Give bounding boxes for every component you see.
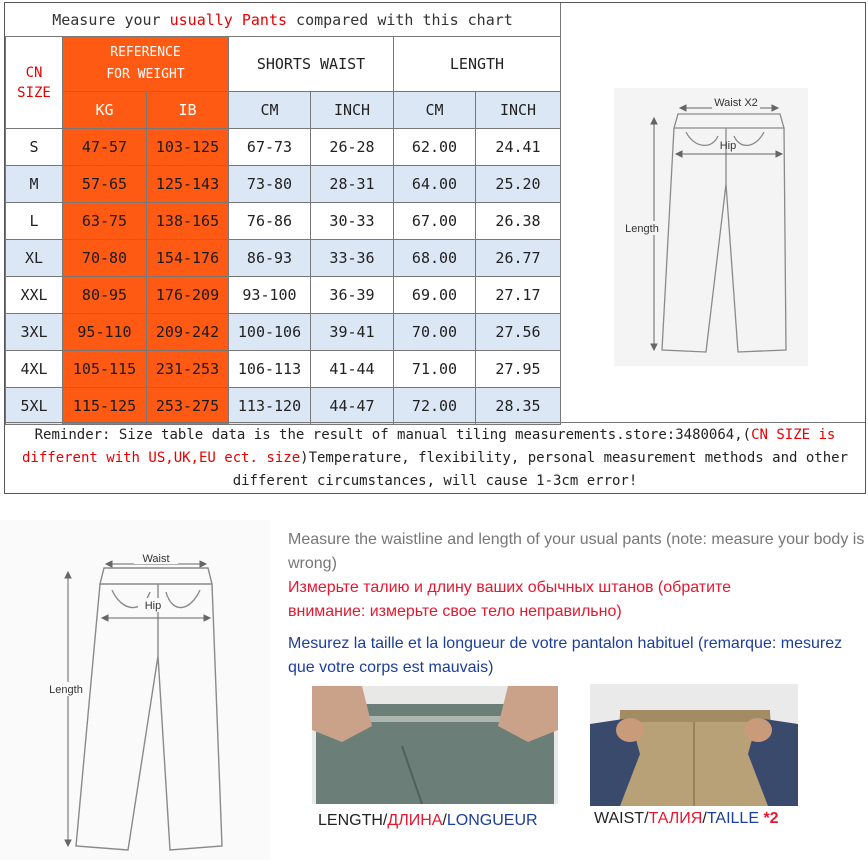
table-row (6, 240, 561, 277)
cell-size: XXL (6, 277, 63, 314)
cell-ib: 209-242 (147, 314, 229, 351)
diagram-top-waist-label: Waist X2 (714, 97, 758, 109)
reminder-tail: )Temperature, flexibility, personal measurement methods and other different circumstances, will cause 1-3cm error! (232, 450, 849, 489)
photo-measure-length (312, 686, 558, 804)
cell-length-inch: 26.77 (476, 240, 561, 277)
table-row (6, 129, 561, 166)
cell-ib: 125-143 (147, 166, 229, 203)
cell-length-cm: 67.00 (394, 203, 476, 240)
cell-size: S (6, 129, 63, 166)
table-row (6, 388, 561, 425)
cell-size: 4XL (6, 351, 63, 388)
header-length-cm: CM (394, 92, 476, 129)
cell-waist-cm: 100-106 (229, 314, 311, 351)
diagram-bottom-length-label: Length (49, 684, 83, 696)
cell-size: 5XL (6, 388, 63, 425)
chart-title (5, 3, 561, 37)
table-row (6, 314, 561, 351)
cell-size: XL (6, 240, 63, 277)
cell-ib: 103-125 (147, 129, 229, 166)
header-length-inch: INCH (476, 92, 561, 129)
photo-length-illustration (312, 686, 558, 804)
reminder-text: Reminder: Size table data is the result of manual tiling measurements.store:3480064,( (34, 427, 752, 443)
cell-kg: 80-95 (63, 277, 147, 314)
cell-kg: 57-65 (63, 166, 147, 203)
cell-waist-cm: 86-93 (229, 240, 311, 277)
instruction-french: Mesurez la taille et la longueur de votre pantalon habituel (remarque: mesurez que votre corps est mauvais) (288, 635, 843, 676)
caption-length-ru: ДЛИНА (387, 812, 443, 829)
cell-kg: 105-115 (63, 351, 147, 388)
cell-kg: 70-80 (63, 240, 147, 277)
pants-diagram-bottom (0, 520, 270, 860)
caption-length: LENGTH/ДЛИНА/LONGUEUR (318, 812, 538, 829)
cell-length-cm: 71.00 (394, 351, 476, 388)
header-cn-size: CN SIZE (6, 37, 63, 129)
diagram-top-length-label: Length (625, 223, 659, 235)
caption-length-en: LENGTH (318, 812, 383, 829)
header-kg: KG (63, 92, 147, 129)
cell-waist-inch: 30-33 (311, 203, 394, 240)
cell-length-inch: 26.38 (476, 203, 561, 240)
header-waist-cm: CM (229, 92, 311, 129)
caption-waist-multiplier: *2 (763, 810, 779, 827)
header-waist-inch: INCH (311, 92, 394, 129)
cell-waist-inch: 41-44 (311, 351, 394, 388)
cell-waist-inch: 26-28 (311, 129, 394, 166)
caption-waist: WAIST/ТАЛИЯ/TAILLE *2 (594, 810, 779, 827)
chart-title-suffix: compared with this chart (296, 11, 513, 29)
cell-ib: 231-253 (147, 351, 229, 388)
cell-length-cm: 70.00 (394, 314, 476, 351)
table-row (6, 277, 561, 314)
header-shorts-waist: SHORTS WAIST (229, 37, 394, 92)
cell-length-inch: 25.20 (476, 166, 561, 203)
cell-length-cm: 62.00 (394, 129, 476, 166)
cell-kg: 95-110 (63, 314, 147, 351)
header-ib: IB (147, 92, 229, 129)
header-reference-line2: FOR WEIGHT (106, 67, 185, 82)
table-row (6, 166, 561, 203)
table-row (6, 203, 561, 240)
pants-measure-illustration-large (0, 520, 270, 860)
pants-diagram-top (614, 88, 808, 366)
cell-waist-inch: 39-41 (311, 314, 394, 351)
cell-length-inch: 27.17 (476, 277, 561, 314)
cell-waist-cm: 93-100 (229, 277, 311, 314)
cell-kg: 115-125 (63, 388, 147, 425)
cell-kg: 47-57 (63, 129, 147, 166)
cell-length-inch: 27.56 (476, 314, 561, 351)
chart-title-highlight: usually Pants (169, 11, 288, 29)
cell-length-inch: 27.95 (476, 351, 561, 388)
cell-waist-cm: 76-86 (229, 203, 311, 240)
reminder-note (5, 422, 865, 494)
cell-length-inch: 28.35 (476, 388, 561, 425)
diagram-bottom-hip-label: Hip (144, 600, 162, 612)
diagram-bottom-waist-label: Waist (142, 553, 170, 565)
cell-ib: 154-176 (147, 240, 229, 277)
cell-waist-inch: 28-31 (311, 166, 394, 203)
cell-length-cm: 72.00 (394, 388, 476, 425)
cell-length-cm: 69.00 (394, 277, 476, 314)
cell-kg: 63-75 (63, 203, 147, 240)
header-reference-line1: REFERENCE (110, 45, 181, 60)
caption-waist-en: WAIST (594, 810, 645, 827)
cell-length-cm: 68.00 (394, 240, 476, 277)
diagram-top-hip-label: Hip (719, 140, 737, 152)
cell-waist-cm: 106-113 (229, 351, 311, 388)
instruction-russian: Измерьте талию и длину ваших обычных штанов (обратите внимание: измерьте свое тело неправильно) (288, 579, 732, 620)
caption-length-fr: LONGUEUR (446, 812, 538, 829)
cell-ib: 176-209 (147, 277, 229, 314)
cell-waist-cm: 67-73 (229, 129, 311, 166)
instruction-english: Measure the waistline and length of your usual pants (note: measure your body is wrong) (288, 531, 865, 572)
cell-waist-cm: 73-80 (229, 166, 311, 203)
cell-waist-inch: 44-47 (311, 388, 394, 425)
caption-waist-ru: ТАЛИЯ (648, 810, 703, 827)
chart-title-prefix: Measure your (52, 11, 161, 29)
cell-size: M (6, 166, 63, 203)
cell-length-inch: 24.41 (476, 129, 561, 166)
photo-waist-illustration (590, 684, 798, 806)
cell-waist-inch: 33-36 (311, 240, 394, 277)
cell-waist-inch: 36-39 (311, 277, 394, 314)
photo-measure-waist (590, 684, 798, 806)
cell-ib: 138-165 (147, 203, 229, 240)
cell-length-cm: 64.00 (394, 166, 476, 203)
cell-ib: 253-275 (147, 388, 229, 425)
table-row (6, 351, 561, 388)
caption-waist-fr: TAILLE (706, 810, 759, 827)
cell-size: 3XL (6, 314, 63, 351)
pants-measure-illustration (614, 88, 808, 366)
size-table (5, 36, 561, 425)
header-reference-weight (63, 37, 229, 92)
header-length: LENGTH (394, 37, 561, 92)
cell-waist-cm: 113-120 (229, 388, 311, 425)
reminder-red-text: CN SIZE is different with US,UK,EU ect. size (21, 427, 836, 466)
cell-size: L (6, 203, 63, 240)
